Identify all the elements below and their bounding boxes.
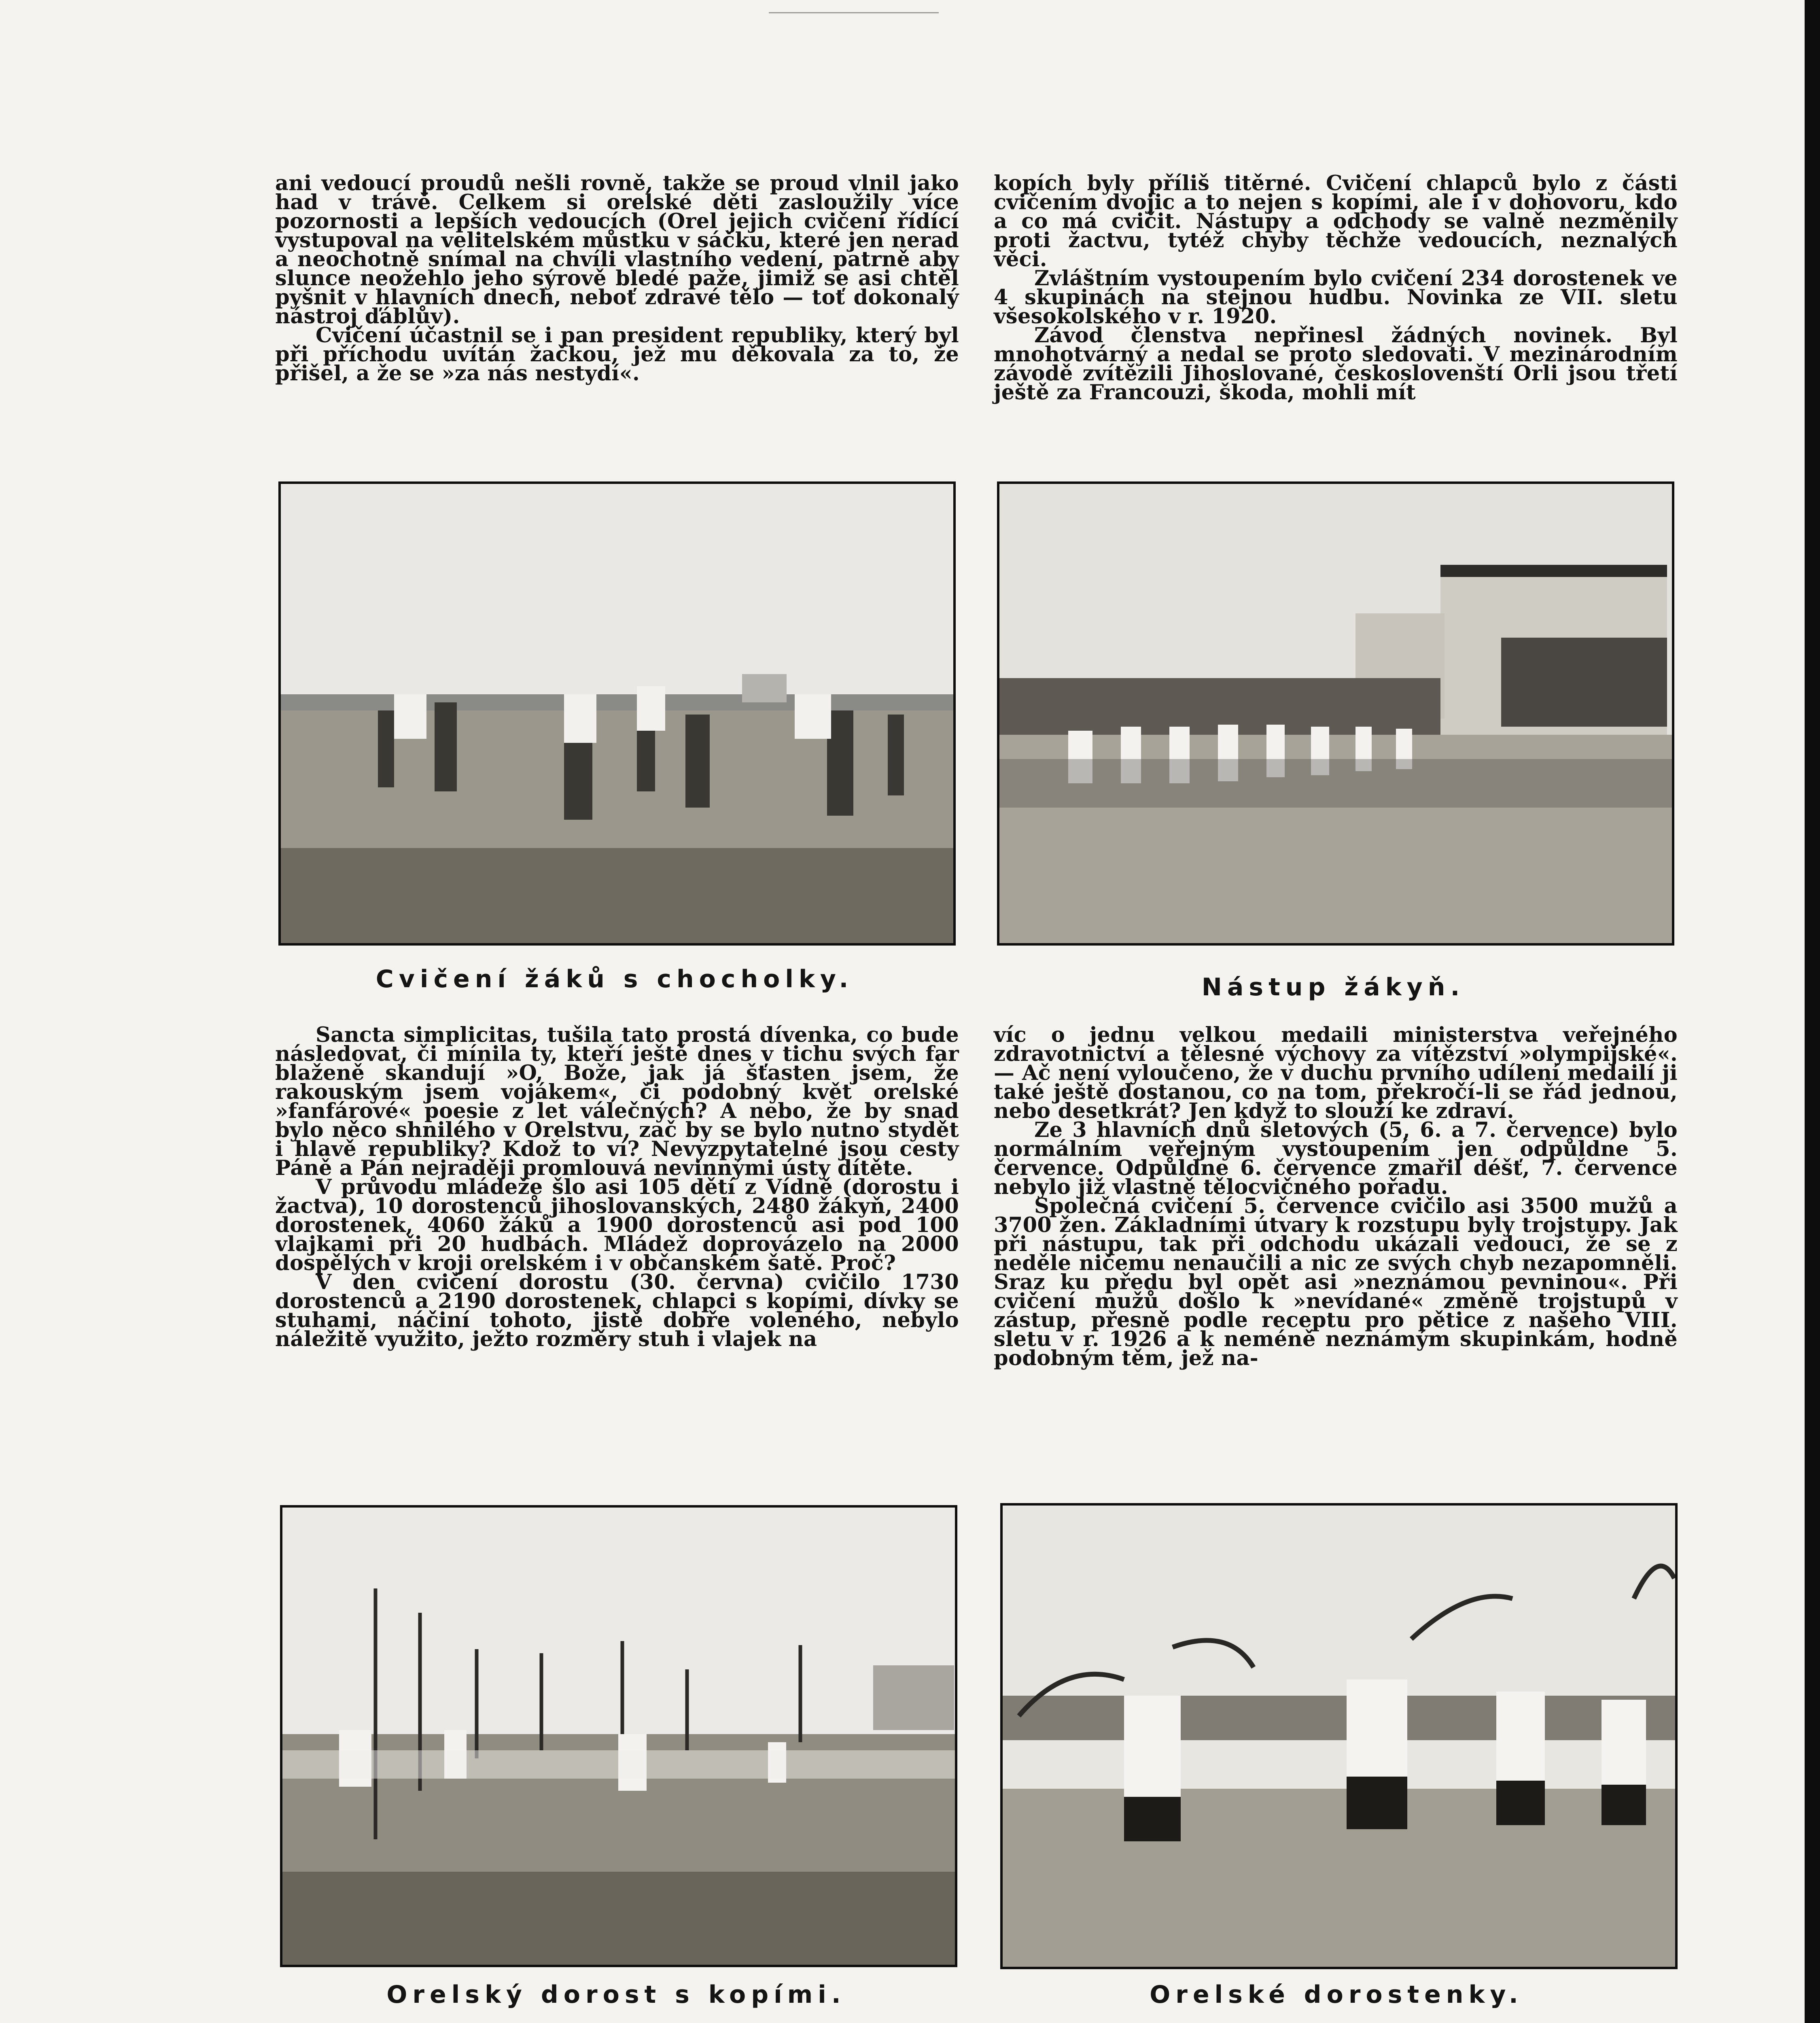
photo-girls-with-ribbons [1000,1503,1678,1969]
top-left-paragraph-1: ani vedoucí proudů nešli rovně, takže se proud vlnil jako had v trávě. Celkem si orelské děti zasloužily více pozornosti a lepších vedoucích (Orel jejich cvičení řídící vystupoval na velitelském můstku v sáčku, které jen nerad a neochotně snímal na chvíli vlastního vedení, patrně aby slunce neožehlo jeho sýrově bledé paže, jimiž se asi chtěl pyšnit v hlavních dnech, neboť zdravé tělo — toť dokonalý nástroj ďáblův). [275,171,959,329]
photo-boys-with-plumes [278,481,956,946]
top-right-paragraph-3: Závod členstva nepřinesl žádných novinek. Byl mnohotvárný a nedal se proto sledovati. V mezinárodním závodě zvítězili Jihoslované, českoslovenští Orli jsou třetí ještě za Francouzi, škoda, mohli mít [994,323,1678,405]
column-bottom-right [994,1023,1678,1370]
column-top-right [994,171,1678,405]
caption-photo-1: Cvičení žáků s chocholky. [375,965,854,993]
scan-edge [1805,0,1820,2023]
column-top-left [275,171,959,386]
bottom-left-paragraph-1: Sancta simplicitas, tušila tato prostá dívenka, co bude následovat, či mínila ty, kteří ještě dnes v tichu svých far blaženě skandují »O, Bože, jak já šťasten jsem, že rakouským jsem vojákem«, či podobný květ orelské »fanfárové« poesie z let válečných? A nebo, že by snad bylo něco shnilého v Orelstvu, zač by se bylo nutno stydět i hlavě republiky? Kdož to ví? Nevyzpytatelné jsou cesty Páně a Pán nejraději promlouvá nevinnými ústy dítěte. [275,1023,959,1180]
caption-photo-3: Orelský dorost s kopími. [386,1981,846,2009]
scan-mark [769,12,939,18]
top-right-paragraph-2: Zvláštním vystoupením bylo cvičení 234 dorostenek ve 4 skupinách na stejnou hudbu. Novinka ze VII. sletu všesokolského v r. 1920. [994,266,1678,329]
photo-girls-lineup [997,481,1674,946]
caption-photo-2: Nástup žákyň. [1201,973,1465,1001]
top-right-paragraph-1: kopích byly příliš titěrné. Cvičení chlapců bylo z části cvičením dvojic a to nejen s kopími, ale i v dohovoru, kdo a co má cvičit. Nástupy a odchody se valně nezměnily proti žactvu, tytéž chyby těchže vedoucích, neznalých věci. [994,171,1678,271]
bottom-left-paragraph-2: V průvodu mládeže šlo asi 105 dětí z Vídně (dorostu i žactva), 10 dorostenců jihoslovanských, 2480 žákyň, 2400 dorostenek, 4060 žáků a 1900 dorostenců asi pod 100 vlajkami při 20 hudbách. Mládež doprovázelo na 2000 dospělých v kroji orelském i v občanském šatě. Proč? [275,1175,959,1275]
bottom-right-paragraph-2: Ze 3 hlavních dnů sletových (5, 6. a 7. července) bylo normálním veřejným vystoupením jen odpůldne 5. července. Odpůldne 6. července zmařil déšť, 7. července nebylo již vlastně tělocvičného pořadu. [994,1118,1678,1199]
bottom-left-paragraph-3: V den cvičení dorostu (30. června) cvičilo 1730 dorostenců a 2190 dorostenek, chlapci s kopími, dívky se stuhami, náčiní tohoto, jistě dobře voleného, nebylo náležitě využito, ježto rozměry stuh i vlajek na [275,1270,959,1351]
bottom-right-paragraph-1: víc o jednu velkou medaili ministerstva veřejného zdravotnictví a tělesné výchovy za vítězství »olympijské«. — Ač není vyloučeno, že v duchu prvního udílení medailí ji také ještě dostanou, co na tom, překročí-li se řád jednou, nebo desetkrát? Jen když to slouží ke zdraví. [994,1023,1678,1123]
caption-photo-4: Orelské dorostenky. [1150,1981,1523,2009]
photo-youth-with-lances [280,1505,957,1967]
top-left-paragraph-2: Cvičení účastnil se i pan president republiky, který byl při příchodu uvítán žačkou, jež mu děkovala za to, že přišel, a že se »za nás nestydí«. [275,323,959,386]
bottom-right-paragraph-3: Společná cvičení 5. července cvičilo asi 3500 mužů a 3700 žen. Základními útvary k rozstupu byly trojstupy. Jak při nástupu, tak při odchodu ukázali vedoucí, že se z neděle ničemu nenaučili a nic ze svých chyb nezapomněli. Sraz ku předu byl opět asi »neznámou pevninou«. Při cvičení mužů došlo k »nevídané« změně trojstupů v zástup, přesně podle receptu pro pětice z našeho VIII. sletu v r. 1926 a k neméně neznámým skupinkám, hodně podobným těm, jež na- [994,1194,1678,1370]
column-bottom-left [275,1023,959,1351]
